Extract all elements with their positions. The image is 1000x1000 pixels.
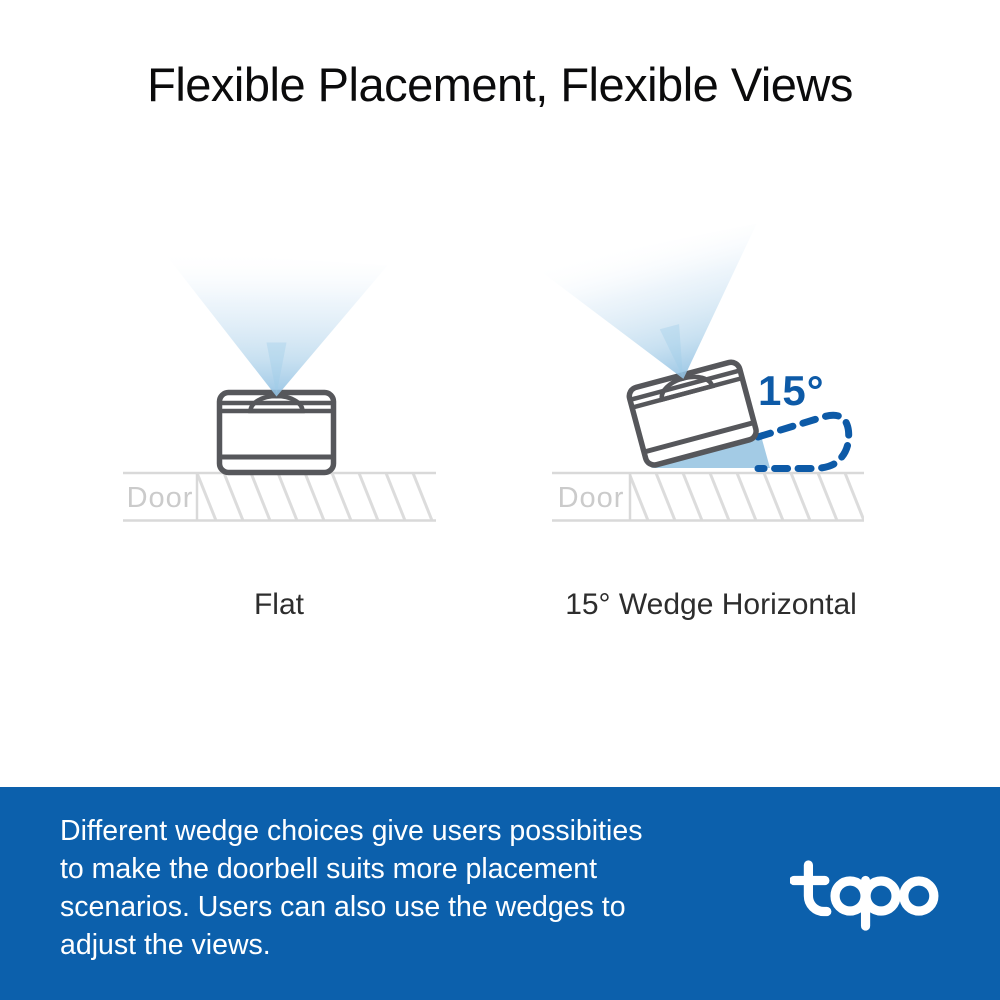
view-beam-icon [163,251,388,397]
tapo-logo [790,860,945,932]
banner-line: to make the doorbell suits more placement [60,853,598,885]
left-door-surface [123,473,436,521]
banner-line: adjust the views. [60,929,271,961]
left-door-label: Door [126,482,194,514]
bottom-banner [0,787,1000,1000]
right-door-label: Door [557,482,625,514]
flat-device-group [163,251,388,473]
tilted-device-group [535,209,810,482]
angle-annotation: 15° [758,367,825,414]
dashed-wedge-outline [758,415,849,468]
doorbell-device-icon [220,392,334,473]
placement-diagram [0,150,1000,550]
page-title: Flexible Placement, Flexible Views [147,58,853,111]
right-door-surface [552,473,864,521]
banner-description [60,812,642,964]
banner-line: Different wedge choices give users possibities [60,815,643,847]
right-hatch-area [630,473,864,521]
caption-flat: Flat [253,588,304,621]
banner-line: scenarios. Users can also use the wedges to [60,891,626,923]
left-hatch-area [197,473,436,521]
caption-wedge-horizontal: 15° Wedge Horizontal [565,588,857,621]
